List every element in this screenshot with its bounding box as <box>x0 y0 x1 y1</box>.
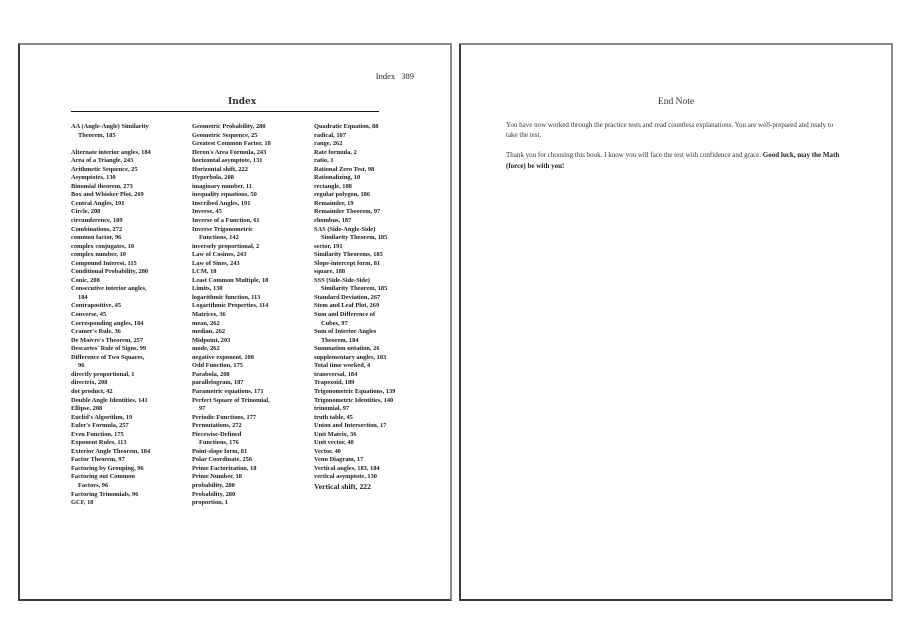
index-entry-continuation: 184 <box>78 293 88 301</box>
index-entry-term: GCF, 18 <box>71 499 94 507</box>
index-entry-term: Inverse of a Function, 61 <box>192 217 260 225</box>
index-entry-term: Circle, 208 <box>71 208 101 216</box>
index-entry <box>71 405 189 414</box>
index-entry-term: supplementary angles, 183 <box>314 353 387 361</box>
index-entry <box>71 328 189 337</box>
index-entry <box>192 132 310 141</box>
index-column-2 <box>192 123 310 508</box>
end-note-paragraph <box>506 120 846 140</box>
index-entry-term: negative exponent, 108 <box>192 353 254 361</box>
index-entry <box>71 217 189 226</box>
index-entry <box>314 439 432 448</box>
end-note-body <box>506 120 846 181</box>
index-entry <box>192 157 310 166</box>
index-entry-term: inequality equations, 50 <box>192 191 257 199</box>
index-entry <box>314 371 432 380</box>
index-entry <box>314 414 432 423</box>
index-entry <box>71 379 189 388</box>
index-entry-term: LCM, 18 <box>192 268 217 276</box>
index-entry <box>192 123 310 132</box>
index-entry <box>314 311 432 328</box>
index-entry-term: Summation notation, 26 <box>314 345 380 353</box>
index-entry <box>314 345 432 354</box>
index-entry <box>71 123 189 140</box>
index-title-text: Index <box>228 97 257 107</box>
index-entry-continuation: Functions, 142 <box>199 234 239 242</box>
index-entry-continuation: Functions, 176 <box>199 439 239 447</box>
index-entry-term: Prime Factorization, 18 <box>192 464 257 472</box>
index-entry-term: Double Angle Identities, 141 <box>71 396 148 404</box>
index-entry <box>314 397 432 406</box>
index-entry-term: Exterior Angle Theorem, 184 <box>71 447 151 455</box>
index-entry <box>314 191 432 200</box>
index-entry <box>192 491 310 500</box>
index-entry-term: Greatest Common Factor, 18 <box>192 140 271 148</box>
index-entry <box>71 234 189 243</box>
index-entry <box>192 320 310 329</box>
index-entry-term: Rationalizing, 10 <box>314 174 361 182</box>
index-entry-term: Parabola, 208 <box>192 370 230 378</box>
index-entry-term: Quadratic Equation, 88 <box>314 123 379 130</box>
index-entry-term: Remainder Theorem, 97 <box>314 208 381 216</box>
index-entry-term: Unit vector, 40 <box>314 439 354 447</box>
end-note-page <box>459 43 893 601</box>
index-entry-term: Rational Zero Test, 98 <box>314 165 375 173</box>
running-head-section: Index <box>375 71 396 81</box>
index-entry-term: mean, 262 <box>192 319 220 327</box>
index-entry-term: Euclid's Algorithm, 19 <box>71 413 133 421</box>
index-entry-term: Venn Diagram, 17 <box>314 456 364 464</box>
index-entry <box>192 422 310 431</box>
index-entry-term: De Moivre's Theorem, 257 <box>71 336 144 344</box>
index-entry-continuation: Similarity Theorem, 185 <box>321 285 388 293</box>
index-entry-term: Parametric equations, 171 <box>192 387 264 395</box>
index-entry-term: Trigonometric Equations, 139 <box>314 387 396 395</box>
index-entry-term: SSS (Side-Side-Side) <box>314 276 370 284</box>
index-entry-term: Area of a Triangle, 243 <box>71 157 134 165</box>
title-divider <box>71 111 379 112</box>
index-entry <box>192 397 310 414</box>
index-entry-term: Midpoint, 203 <box>192 336 231 344</box>
index-entry <box>192 140 310 149</box>
index-entry-term: Inverse Trigonometric <box>192 225 253 233</box>
index-entry <box>192 354 310 363</box>
index-entry-term: Arithmetic Sequence, 25 <box>71 165 138 173</box>
index-entry <box>314 174 432 183</box>
index-entry-term: dot product, 42 <box>71 387 113 395</box>
index-entry <box>192 328 310 337</box>
index-entry-term: Sum of Interior Angles <box>314 328 377 336</box>
index-entry <box>71 311 189 320</box>
index-entry-term: rhombus, 187 <box>314 217 352 225</box>
index-entry-continuation: Theorem, 184 <box>321 336 359 344</box>
index-entry-term: Similarity Theorems, 185 <box>314 251 383 259</box>
index-entry <box>314 208 432 217</box>
index-entry <box>192 149 310 158</box>
index-entry <box>192 183 310 192</box>
index-entry <box>192 243 310 252</box>
index-entry <box>71 149 189 158</box>
index-entry <box>192 345 310 354</box>
index-entry-term: Permutations, 272 <box>192 422 242 430</box>
paragraph-bold-text: Good luck, may the Math (force) be with you! <box>506 151 840 170</box>
index-entry <box>314 268 432 277</box>
index-entry-term: Geometric Sequence, 25 <box>192 131 258 139</box>
index-entry <box>314 277 432 294</box>
index-entry-continuation: Cubes, 97 <box>321 319 348 327</box>
index-entry-term: logarithmic function, 113 <box>192 293 261 301</box>
index-entry <box>71 157 189 166</box>
index-entry <box>314 260 432 269</box>
index-entry-term: inversely proportional, 2 <box>192 242 260 250</box>
index-columns <box>71 123 401 523</box>
index-entry-term: Logarithmic Properties, 114 <box>192 302 269 310</box>
index-entry <box>314 405 432 414</box>
index-entry <box>314 217 432 226</box>
index-entry <box>314 157 432 166</box>
index-entry-term: Euler's Formula, 257 <box>71 422 129 430</box>
index-entry <box>71 174 189 183</box>
index-entry-term: Cramer's Rule, 36 <box>71 328 121 336</box>
index-entry-term: ratio, 1 <box>314 157 334 165</box>
index-entry <box>71 277 189 286</box>
running-head <box>376 71 414 81</box>
paragraph-text: Thank you for choosing this book. I know you will face the test with confidence and grace. <box>506 151 763 160</box>
index-entry <box>314 379 432 388</box>
index-entry-term: Total time worked, 4 <box>314 362 371 370</box>
end-note-paragraph <box>506 150 846 170</box>
index-entry-term: probability, 280 <box>192 481 235 489</box>
index-entry-term: Law of Cosines, 243 <box>192 251 247 259</box>
index-entry <box>71 354 189 371</box>
index-entry-term: range, 262 <box>314 140 343 148</box>
index-entry-term: regular polygon, 186 <box>314 191 371 199</box>
paragraph-text: You have now worked through the practice tests and read countless explanations. You are well-prepared and ready to take the test. <box>506 121 834 140</box>
index-entry <box>314 226 432 243</box>
index-entry-term: Law of Sines, 243 <box>192 259 240 267</box>
index-entry <box>192 311 310 320</box>
index-entry <box>71 302 189 311</box>
index-entry-term: radical, 107 <box>314 131 346 139</box>
index-entry <box>71 200 189 209</box>
index-entry-term: Exponent Rules, 113 <box>71 439 127 447</box>
index-entry-term: SAS (Side-Angle-Side) <box>314 225 376 233</box>
index-entry <box>192 499 310 508</box>
index-entry <box>192 260 310 269</box>
index-entry-continuation: Theorem, 185 <box>78 131 116 139</box>
index-entry-term: square, 188 <box>314 268 346 276</box>
index-entry-term: Slope-intercept form, 81 <box>314 259 381 267</box>
index-entry-term: Compound Interest, 115 <box>71 259 137 267</box>
index-entry-term: Point-slope form, 81 <box>192 447 248 455</box>
index-entry-term: Corresponding angles, 184 <box>71 319 144 327</box>
index-entry-term: horizontal asymptote, 131 <box>192 157 263 165</box>
index-entry-continuation: Similarity Theorem, 185 <box>321 234 388 242</box>
index-entry-term: Trapezoid, 189 <box>314 379 355 387</box>
index-entry <box>71 473 189 490</box>
index-entry-term: Odd Function, 175 <box>192 362 243 370</box>
index-entry-term: Least Common Multiple, 18 <box>192 276 269 284</box>
index-entry-term: Combinations, 272 <box>71 225 123 233</box>
index-entry <box>192 431 310 448</box>
index-entry <box>192 448 310 457</box>
index-entry-term: Even Function, 175 <box>71 430 124 438</box>
index-entry-term: complex conjugates, 10 <box>71 242 135 250</box>
index-entry <box>192 371 310 380</box>
index-entry <box>71 320 189 329</box>
index-entry <box>71 431 189 440</box>
index-entry <box>192 456 310 465</box>
index-entry <box>71 345 189 354</box>
index-entry <box>314 149 432 158</box>
page-title: End Note <box>657 97 695 107</box>
index-entry-term: complex number, 10 <box>71 251 126 259</box>
index-entry-term: Prime Number, 18 <box>192 473 242 481</box>
index-entry <box>314 354 432 363</box>
index-entry-term: Consecutive interior angles, <box>71 285 147 293</box>
index-entry-term: Factoring by Grouping, 96 <box>71 464 144 472</box>
index-entry <box>71 388 189 397</box>
index-entry-term: Union and Intersection, 17 <box>314 422 387 430</box>
index-entry <box>192 388 310 397</box>
index-entry <box>314 448 432 457</box>
index-entry <box>71 397 189 406</box>
index-entry <box>71 191 189 200</box>
index-entry <box>314 132 432 141</box>
index-entry-term: Trigonometric Identities, 140 <box>314 396 394 404</box>
index-entry-term: proportion, 1 <box>192 499 229 507</box>
index-entry-term: directly proportional, 1 <box>71 370 135 378</box>
index-entry-term: Standard Deviation, 267 <box>314 293 381 301</box>
index-entry <box>71 499 189 508</box>
index-entry <box>192 174 310 183</box>
index-entry <box>192 226 310 243</box>
index-entry <box>192 294 310 303</box>
index-entry-term: Contrapositive, 45 <box>71 302 122 310</box>
index-entry-term: Factoring Trinomials, 96 <box>71 490 139 498</box>
index-entry <box>71 166 189 175</box>
index-entry-term: Difference of Two Squares, <box>71 353 145 361</box>
index-entry <box>71 260 189 269</box>
index-entry <box>192 191 310 200</box>
index-entry-term: Geometric Probability, 280 <box>192 123 266 130</box>
index-entry-term: Alternate interior angles, 184 <box>71 148 151 156</box>
index-entry <box>192 465 310 474</box>
index-entry <box>71 439 189 448</box>
index-entry <box>314 140 432 149</box>
index-entry <box>71 268 189 277</box>
index-entry <box>314 243 432 252</box>
index-entry-term: Unit Matrix, 36 <box>314 430 357 438</box>
index-entry-term: Conic, 208 <box>71 276 100 284</box>
index-entry-term: transversal, 184 <box>314 370 358 378</box>
index-entry-term: sector, 191 <box>314 242 343 250</box>
index-entry-term: median, 262 <box>192 328 226 336</box>
index-entry <box>192 362 310 371</box>
index-entry <box>71 414 189 423</box>
index-entry-term: trinomial, 97 <box>314 405 350 413</box>
index-entry <box>314 388 432 397</box>
index-column-3 <box>314 123 432 491</box>
index-entry <box>314 431 432 440</box>
index-entry-term: Ellipse, 208 <box>71 405 103 413</box>
index-entry <box>314 302 432 311</box>
index-entry-term: mode, 262 <box>192 345 220 353</box>
index-entry <box>192 166 310 175</box>
index-entry <box>192 414 310 423</box>
index-entry <box>314 294 432 303</box>
index-entry <box>71 208 189 217</box>
index-entry-term: Inverse, 45 <box>192 208 222 216</box>
index-entry-term: Polar Coordinate, 256 <box>192 456 253 464</box>
index-column-1 <box>71 123 189 508</box>
index-entry-term: vertical asymptote, 130 <box>314 473 378 481</box>
index-entry <box>71 243 189 252</box>
index-entry <box>71 491 189 500</box>
index-entry-term: Asymptotes, 130 <box>71 174 116 182</box>
index-entry <box>314 465 432 474</box>
index-entry-continuation: 97 <box>199 405 206 413</box>
index-entry <box>192 337 310 346</box>
index-entry-continuation: 96 <box>78 362 85 370</box>
index-entry <box>71 226 189 235</box>
index-entry <box>71 183 189 192</box>
index-entry-term: Piecewise-Defined <box>192 430 242 438</box>
index-entry-term: Stem and Leaf Plot, 269 <box>314 302 380 310</box>
index-entry <box>314 456 432 465</box>
index-entry <box>192 251 310 260</box>
page-number: 389 <box>401 71 414 81</box>
index-entry-term: Probability, 280 <box>192 490 236 498</box>
index-entry <box>192 208 310 217</box>
index-entry-term: Binomial theorem, 273 <box>71 182 133 190</box>
index-entry-term: Vector, 40 <box>314 447 341 455</box>
index-entry <box>314 422 432 431</box>
index-entry-term: Descartes' Rule of Signs, 99 <box>71 345 147 353</box>
index-entry <box>192 268 310 277</box>
index-entry-term: parallelogram, 187 <box>192 379 244 387</box>
index-entry-continuation: Factors, 96 <box>78 481 109 489</box>
index-entry-term: circumference, 189 <box>71 217 123 225</box>
index-entry-term: Limits, 130 <box>192 285 223 293</box>
index-entry-term: truth table, 45 <box>314 413 353 421</box>
index-entry <box>71 422 189 431</box>
index-entry <box>192 277 310 286</box>
index-entry-term: Periodic Functions, 177 <box>192 413 257 421</box>
index-entry-term: imaginary number, 11 <box>192 182 252 190</box>
index-entry <box>192 302 310 311</box>
index-entry-term: Vertical shift, 222 <box>314 481 371 491</box>
index-entry <box>314 482 432 491</box>
index-entry-term: rectangle, 188 <box>314 182 352 190</box>
index-entry-term: Box and Whisker Plot, 269 <box>71 191 144 199</box>
index-entry-term: Remainder, 19 <box>314 199 354 207</box>
index-entry-term: Matrices, 36 <box>192 311 226 319</box>
index-entry <box>192 285 310 294</box>
index-entry <box>192 473 310 482</box>
index-entry <box>314 473 432 482</box>
index-entry-term: Hyperbola, 208 <box>192 174 234 182</box>
index-entry-term: Central Angles, 191 <box>71 199 125 207</box>
index-entry-term: Horizontal shift, 222 <box>192 165 248 173</box>
index-entry-term: Inscribed Angles, 191 <box>192 199 251 207</box>
index-entry <box>314 362 432 371</box>
index-entry-term: Conditional Probability, 280 <box>71 268 149 276</box>
index-entry <box>71 285 189 302</box>
index-entry <box>71 448 189 457</box>
index-entry-term: AA (Angle-Angle) Similarity <box>71 123 149 130</box>
index-entry <box>192 217 310 226</box>
index-entry <box>71 337 189 346</box>
index-entry-term: Vertical angles, 183, 184 <box>314 464 380 472</box>
index-entry-term: Rate formula, 2 <box>314 148 357 156</box>
index-entry-term: directrix, 208 <box>71 379 108 387</box>
index-entry <box>71 465 189 474</box>
index-entry <box>71 371 189 380</box>
index-entry <box>314 251 432 260</box>
index-entry <box>71 456 189 465</box>
index-entry-term: Factor Theorem, 97 <box>71 456 125 464</box>
index-entry <box>192 200 310 209</box>
index-entry <box>192 482 310 491</box>
index-page <box>18 43 452 601</box>
index-entry-term: Converse, 45 <box>71 311 107 319</box>
index-entry <box>314 166 432 175</box>
index-entry <box>314 183 432 192</box>
index-entry <box>314 328 432 345</box>
index-entry <box>314 123 432 132</box>
index-entry-term: Factoring out Common <box>71 473 135 481</box>
index-entry <box>314 200 432 209</box>
index-entry-term: common factor, 96 <box>71 234 122 242</box>
index-entry-term: Sum and Difference of <box>314 311 376 319</box>
index-entry-term: Perfect Square of Trinomial, <box>192 396 270 404</box>
index-entry-term: Heron's Area Formula, 243 <box>192 148 267 156</box>
index-entry <box>192 379 310 388</box>
index-entry <box>71 251 189 260</box>
